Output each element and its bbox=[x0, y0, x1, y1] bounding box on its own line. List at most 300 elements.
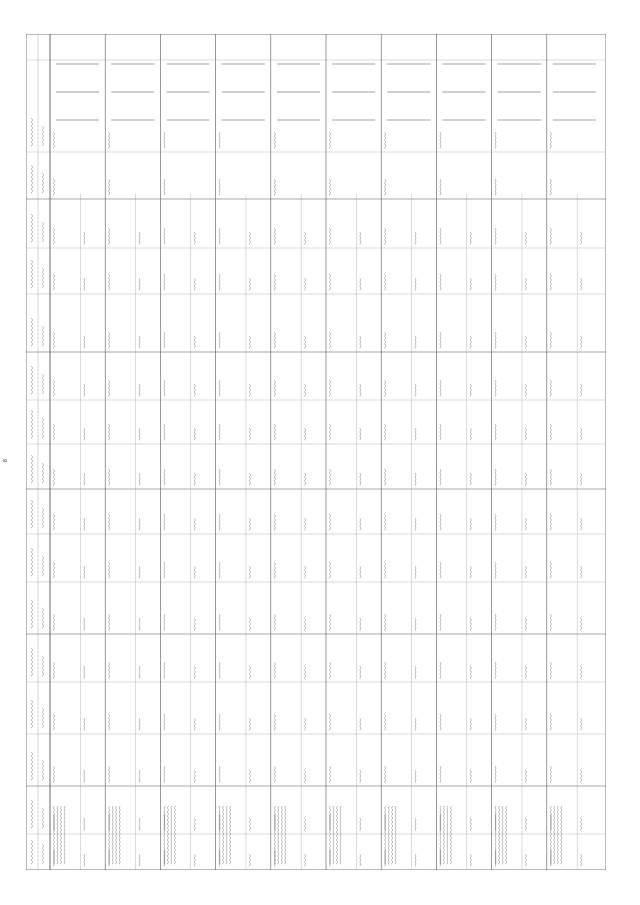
cell-text bbox=[305, 278, 306, 290]
cell-text bbox=[305, 518, 306, 530]
cell-text bbox=[550, 714, 551, 730]
cell-text bbox=[219, 614, 220, 630]
cell-text bbox=[84, 618, 85, 630]
cell-text bbox=[164, 714, 165, 730]
cell-text bbox=[440, 274, 441, 290]
description-text bbox=[499, 806, 500, 864]
cell-text bbox=[109, 424, 110, 440]
cell-text bbox=[495, 662, 496, 678]
cell-text bbox=[84, 666, 85, 678]
cell-text bbox=[53, 562, 54, 578]
cell-text bbox=[329, 179, 330, 195]
cell-text bbox=[581, 566, 582, 578]
cell-text bbox=[360, 336, 361, 348]
cell-text bbox=[305, 818, 306, 830]
cell-text bbox=[164, 766, 165, 782]
cell-text bbox=[305, 666, 306, 678]
header-text bbox=[31, 318, 32, 346]
cell-text bbox=[84, 854, 85, 866]
cell-text bbox=[470, 770, 471, 782]
description-text bbox=[285, 806, 286, 864]
cell-text bbox=[139, 770, 140, 782]
cell-text bbox=[249, 566, 250, 578]
cell-text bbox=[53, 766, 54, 782]
cell-text bbox=[53, 514, 54, 530]
cell-text bbox=[385, 380, 386, 396]
cell-text bbox=[525, 336, 526, 348]
cell-text bbox=[249, 718, 250, 730]
description-text bbox=[506, 806, 507, 864]
description-text bbox=[116, 806, 117, 864]
header-text bbox=[42, 126, 43, 146]
cell-text bbox=[385, 424, 386, 440]
header-text bbox=[31, 700, 32, 728]
cell-text bbox=[139, 473, 140, 485]
cell-text bbox=[385, 562, 386, 578]
header-text bbox=[31, 455, 32, 483]
cell-text bbox=[329, 514, 330, 530]
cell-text bbox=[470, 666, 471, 678]
cell-text bbox=[525, 566, 526, 578]
description-text bbox=[440, 806, 441, 864]
cell-text bbox=[525, 666, 526, 678]
cell-text bbox=[219, 562, 220, 578]
cell-text bbox=[84, 718, 85, 730]
cell-text bbox=[109, 132, 110, 148]
cell-text bbox=[305, 770, 306, 782]
description-text bbox=[495, 806, 496, 864]
header-text bbox=[42, 508, 43, 528]
cell-text bbox=[581, 718, 582, 730]
cell-text bbox=[305, 384, 306, 396]
description-text bbox=[112, 806, 113, 864]
cell-text bbox=[385, 469, 386, 485]
cell-text bbox=[581, 666, 582, 678]
cell-text bbox=[249, 428, 250, 440]
cell-text bbox=[581, 278, 582, 290]
header-text bbox=[42, 173, 43, 193]
description-text bbox=[171, 806, 172, 864]
header-text bbox=[31, 500, 32, 528]
description-text bbox=[226, 806, 227, 864]
cell-text bbox=[440, 614, 441, 630]
description-text bbox=[502, 806, 503, 864]
cell-text bbox=[550, 228, 551, 244]
cell-text bbox=[385, 514, 386, 530]
description-text bbox=[53, 806, 54, 864]
cell-text bbox=[495, 514, 496, 530]
description-text bbox=[450, 806, 451, 864]
cell-text bbox=[360, 473, 361, 485]
cell-text bbox=[495, 562, 496, 578]
header-text bbox=[42, 556, 43, 576]
cell-text bbox=[305, 336, 306, 348]
cell-text bbox=[274, 662, 275, 678]
cell-text bbox=[360, 718, 361, 730]
cell-text bbox=[249, 473, 250, 485]
rotated-table bbox=[26, 34, 606, 870]
description-text bbox=[395, 806, 396, 864]
cell-text bbox=[415, 618, 416, 630]
cell-text bbox=[440, 766, 441, 782]
cell-text bbox=[274, 766, 275, 782]
cell-text bbox=[53, 179, 54, 195]
header-text bbox=[31, 648, 32, 676]
cell-text bbox=[194, 428, 195, 440]
cell-text bbox=[53, 614, 54, 630]
description-text bbox=[561, 806, 562, 864]
description-text bbox=[281, 806, 282, 864]
cell-text bbox=[581, 384, 582, 396]
cell-text bbox=[274, 614, 275, 630]
cell-text bbox=[109, 562, 110, 578]
cell-text bbox=[385, 332, 386, 348]
cell-text bbox=[550, 514, 551, 530]
cell-text bbox=[440, 228, 441, 244]
cell-text bbox=[219, 179, 220, 195]
cell-text bbox=[385, 766, 386, 782]
cell-text bbox=[139, 818, 140, 830]
cell-text bbox=[495, 179, 496, 195]
cell-text bbox=[194, 618, 195, 630]
cell-text bbox=[219, 228, 220, 244]
cell-text bbox=[581, 232, 582, 244]
description-text bbox=[336, 806, 337, 864]
cell-text bbox=[495, 766, 496, 782]
cell-text bbox=[329, 274, 330, 290]
header-text bbox=[31, 840, 32, 864]
cell-text bbox=[495, 614, 496, 630]
cell-text bbox=[249, 384, 250, 396]
cell-text bbox=[164, 562, 165, 578]
description-text bbox=[174, 806, 175, 864]
cell-text bbox=[249, 336, 250, 348]
cell-text bbox=[164, 179, 165, 195]
cell-text bbox=[440, 469, 441, 485]
cell-text bbox=[581, 473, 582, 485]
cell-text bbox=[550, 614, 551, 630]
cell-text bbox=[164, 332, 165, 348]
cell-text bbox=[219, 132, 220, 148]
cell-text bbox=[495, 332, 496, 348]
cell-text bbox=[525, 770, 526, 782]
cell-text bbox=[440, 562, 441, 578]
cell-text bbox=[249, 854, 250, 866]
cell-text bbox=[415, 818, 416, 830]
cell-text bbox=[440, 332, 441, 348]
header-text bbox=[42, 656, 43, 676]
cell-text bbox=[194, 518, 195, 530]
cell-text bbox=[581, 518, 582, 530]
cell-text bbox=[470, 384, 471, 396]
description-text bbox=[230, 806, 231, 864]
header-text bbox=[31, 118, 32, 146]
cell-text bbox=[139, 336, 140, 348]
cell-text bbox=[470, 336, 471, 348]
cell-text bbox=[249, 278, 250, 290]
header-text bbox=[42, 708, 43, 728]
cell-text bbox=[360, 666, 361, 678]
cell-text bbox=[305, 428, 306, 440]
cell-text bbox=[385, 132, 386, 148]
description-text bbox=[329, 806, 330, 864]
cell-text bbox=[550, 562, 551, 578]
cell-text bbox=[194, 473, 195, 485]
description-text bbox=[550, 806, 551, 864]
header-text bbox=[31, 214, 32, 242]
cell-text bbox=[470, 818, 471, 830]
header-text bbox=[31, 548, 32, 576]
description-text bbox=[119, 806, 120, 864]
cell-text bbox=[164, 662, 165, 678]
cell-text bbox=[525, 618, 526, 630]
description-text bbox=[554, 806, 555, 864]
cell-text bbox=[139, 232, 140, 244]
cell-text bbox=[164, 614, 165, 630]
cell-text bbox=[274, 514, 275, 530]
cell-text bbox=[360, 384, 361, 396]
cell-text bbox=[470, 232, 471, 244]
cell-text bbox=[329, 228, 330, 244]
cell-text bbox=[550, 274, 551, 290]
cell-text bbox=[525, 473, 526, 485]
cell-text bbox=[194, 818, 195, 830]
cell-text bbox=[470, 518, 471, 530]
cell-text bbox=[415, 428, 416, 440]
cell-text bbox=[305, 718, 306, 730]
cell-text bbox=[53, 424, 54, 440]
cell-text bbox=[415, 666, 416, 678]
description-text bbox=[164, 806, 165, 864]
cell-text bbox=[274, 179, 275, 195]
cell-text bbox=[219, 514, 220, 530]
cell-text bbox=[305, 473, 306, 485]
cell-text bbox=[470, 718, 471, 730]
cell-text bbox=[470, 618, 471, 630]
cell-text bbox=[139, 428, 140, 440]
cell-text bbox=[415, 278, 416, 290]
cell-text bbox=[581, 818, 582, 830]
header-text bbox=[31, 260, 32, 288]
cell-text bbox=[440, 132, 441, 148]
cell-text bbox=[219, 380, 220, 396]
page-number: 8 bbox=[3, 459, 9, 462]
cell-text bbox=[53, 714, 54, 730]
cell-text bbox=[219, 662, 220, 678]
header-text bbox=[42, 222, 43, 242]
cell-text bbox=[274, 332, 275, 348]
header-text bbox=[42, 268, 43, 288]
cell-text bbox=[470, 854, 471, 866]
table-grid bbox=[26, 34, 606, 870]
cell-text bbox=[53, 228, 54, 244]
cell-text bbox=[415, 854, 416, 866]
description-text bbox=[385, 806, 386, 864]
cell-text bbox=[274, 469, 275, 485]
cell-text bbox=[84, 428, 85, 440]
cell-text bbox=[385, 228, 386, 244]
cell-text bbox=[109, 614, 110, 630]
header-text bbox=[31, 410, 32, 438]
cell-text bbox=[139, 518, 140, 530]
cell-text bbox=[139, 278, 140, 290]
cell-text bbox=[305, 854, 306, 866]
cell-text bbox=[109, 514, 110, 530]
cell-text bbox=[360, 618, 361, 630]
cell-text bbox=[109, 380, 110, 396]
cell-text bbox=[53, 380, 54, 396]
cell-text bbox=[53, 469, 54, 485]
cell-text bbox=[385, 614, 386, 630]
cell-text bbox=[274, 132, 275, 148]
cell-text bbox=[84, 566, 85, 578]
cell-text bbox=[164, 228, 165, 244]
cell-text bbox=[53, 662, 54, 678]
cell-text bbox=[194, 666, 195, 678]
cell-text bbox=[360, 566, 361, 578]
cell-text bbox=[249, 232, 250, 244]
cell-text bbox=[385, 662, 386, 678]
description-text bbox=[274, 806, 275, 864]
cell-text bbox=[274, 274, 275, 290]
cell-text bbox=[470, 278, 471, 290]
cell-text bbox=[470, 428, 471, 440]
cell-text bbox=[525, 854, 526, 866]
cell-text bbox=[109, 274, 110, 290]
description-text bbox=[167, 806, 168, 864]
description-text bbox=[219, 806, 220, 864]
cell-text bbox=[84, 232, 85, 244]
cell-text bbox=[84, 818, 85, 830]
cell-text bbox=[495, 714, 496, 730]
cell-text bbox=[525, 384, 526, 396]
description-text bbox=[333, 806, 334, 864]
cell-text bbox=[581, 770, 582, 782]
cell-text bbox=[415, 718, 416, 730]
cell-text bbox=[274, 228, 275, 244]
description-text bbox=[223, 806, 224, 864]
cell-text bbox=[525, 818, 526, 830]
header-text bbox=[31, 800, 32, 828]
cell-text bbox=[194, 566, 195, 578]
cell-text bbox=[415, 566, 416, 578]
cell-text bbox=[525, 518, 526, 530]
cell-text bbox=[219, 766, 220, 782]
cell-text bbox=[164, 274, 165, 290]
cell-text bbox=[360, 232, 361, 244]
cell-text bbox=[550, 179, 551, 195]
cell-text bbox=[164, 424, 165, 440]
cell-text bbox=[249, 770, 250, 782]
cell-text bbox=[440, 714, 441, 730]
cell-text bbox=[329, 662, 330, 678]
cell-text bbox=[194, 278, 195, 290]
cell-text bbox=[495, 424, 496, 440]
cell-text bbox=[219, 332, 220, 348]
cell-text bbox=[470, 566, 471, 578]
cell-text bbox=[164, 132, 165, 148]
cell-text bbox=[440, 424, 441, 440]
cell-text bbox=[139, 384, 140, 396]
header-text bbox=[31, 165, 32, 193]
cell-text bbox=[550, 766, 551, 782]
cell-text bbox=[53, 132, 54, 148]
cell-text bbox=[329, 380, 330, 396]
cell-text bbox=[139, 666, 140, 678]
description-text bbox=[64, 806, 65, 864]
cell-text bbox=[249, 666, 250, 678]
cell-text bbox=[550, 332, 551, 348]
cell-text bbox=[53, 274, 54, 290]
cell-text bbox=[495, 132, 496, 148]
cell-text bbox=[525, 232, 526, 244]
cell-text bbox=[440, 179, 441, 195]
cell-text bbox=[329, 614, 330, 630]
cell-text bbox=[53, 332, 54, 348]
cell-text bbox=[525, 718, 526, 730]
cell-text bbox=[305, 566, 306, 578]
cell-text bbox=[139, 854, 140, 866]
cell-text bbox=[440, 514, 441, 530]
cell-text bbox=[329, 562, 330, 578]
cell-text bbox=[550, 469, 551, 485]
cell-text bbox=[415, 518, 416, 530]
header-text bbox=[31, 600, 32, 628]
cell-text bbox=[581, 854, 582, 866]
header-text bbox=[31, 752, 32, 780]
header-text bbox=[42, 608, 43, 628]
cell-text bbox=[550, 424, 551, 440]
cell-text bbox=[440, 662, 441, 678]
header-text bbox=[42, 844, 43, 864]
cell-text bbox=[329, 714, 330, 730]
cell-text bbox=[139, 718, 140, 730]
cell-text bbox=[360, 854, 361, 866]
cell-text bbox=[84, 518, 85, 530]
cell-text bbox=[249, 518, 250, 530]
cell-text bbox=[360, 278, 361, 290]
cell-text bbox=[495, 228, 496, 244]
cell-text bbox=[329, 332, 330, 348]
cell-text bbox=[164, 514, 165, 530]
cell-text bbox=[249, 818, 250, 830]
description-text bbox=[57, 806, 58, 864]
cell-text bbox=[109, 662, 110, 678]
cell-text bbox=[109, 228, 110, 244]
cell-text bbox=[525, 278, 526, 290]
description-text bbox=[60, 806, 61, 864]
cell-text bbox=[84, 770, 85, 782]
cell-text bbox=[385, 274, 386, 290]
cell-text bbox=[360, 770, 361, 782]
description-text bbox=[278, 806, 279, 864]
cell-text bbox=[495, 380, 496, 396]
cell-text bbox=[219, 469, 220, 485]
cell-text bbox=[219, 274, 220, 290]
cell-text bbox=[329, 132, 330, 148]
cell-text bbox=[550, 380, 551, 396]
cell-text bbox=[360, 428, 361, 440]
cell-text bbox=[415, 336, 416, 348]
header-text bbox=[42, 418, 43, 438]
cell-text bbox=[194, 336, 195, 348]
cell-text bbox=[84, 384, 85, 396]
cell-text bbox=[329, 469, 330, 485]
cell-text bbox=[109, 332, 110, 348]
cell-text bbox=[194, 384, 195, 396]
cell-text bbox=[581, 336, 582, 348]
header-text bbox=[42, 326, 43, 346]
